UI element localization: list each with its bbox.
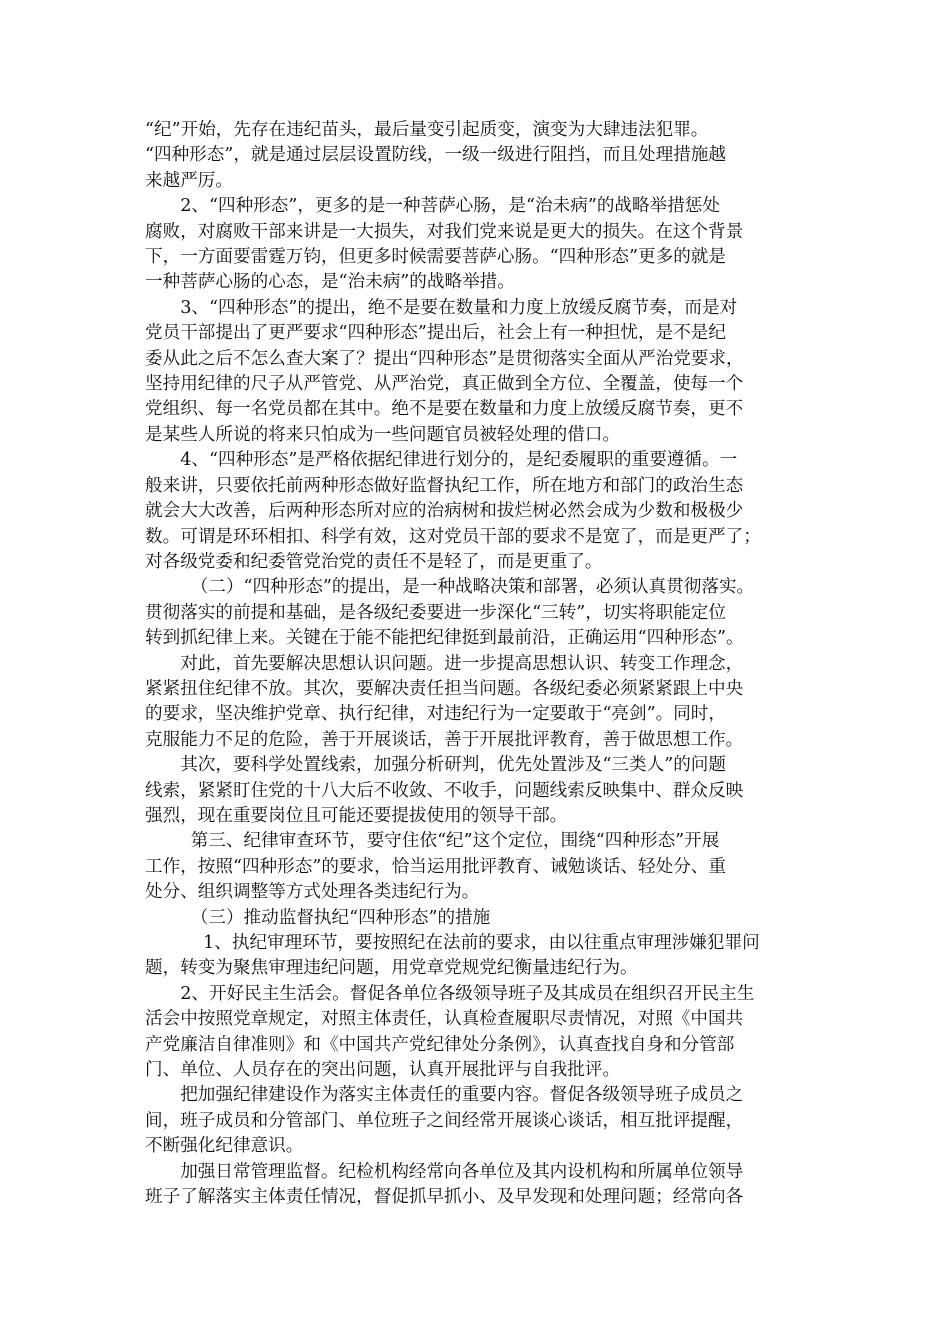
paragraph — [145, 982, 815, 1084]
text-line: 1、执纪审理环节，要按照纪在法前的要求，由以往重点审理涉嫌犯罪问 — [203, 933, 760, 953]
paragraph — [145, 753, 815, 829]
text-line: 贯彻落实的前提和基础，是各级纪委要进一步深化“三转”，切实将职能定位 — [145, 602, 726, 623]
paragraph — [145, 931, 815, 982]
text-line: 2、开好民主生活会。督促各单位各级领导班子及其成员在组织召开民主生 — [180, 983, 755, 1004]
text-line: 对各级党委和纪委管党治党的责任不是轻了，而是更重了。 — [145, 551, 603, 572]
paragraph — [145, 194, 815, 296]
text-line: 第三、纪律审查环节，要守住依“纪”这个定位，围绕“四种形态”开展 — [190, 831, 720, 852]
paragraph — [145, 829, 815, 905]
paragraph — [145, 1083, 815, 1159]
paragraph — [145, 118, 815, 194]
text-line: 门、单位、人员存在的突出问题，认真开展批评与自我批评。 — [145, 1060, 621, 1081]
text-line: 加强日常管理监督。纪检机构经常向各单位及其内设机构和所属单位领导 — [180, 1161, 744, 1182]
text-line: “纪”开始，先存在违纪苗头，最后量变引起质变，演变为大肆违法犯罪。 — [145, 120, 709, 140]
text-line: （二）“四种形态”的提出，是一种战略决策和部署，必须认真贯彻落实。 — [190, 577, 755, 598]
text-line: 产党廉洁自律准则》和《中国共产党纪律处分条例》，认真查找自身和分管部 — [145, 1034, 735, 1055]
document-body — [145, 118, 815, 1210]
text-line: 党组织、每一名党员都在其中。绝不是要在数量和力度上放缓反腐节奏，更不 — [145, 399, 744, 420]
text-line: 4、“四种形态”是严格依据纪律进行划分的，是纪委履职的重要遵循。一 — [180, 450, 738, 471]
text-line: 不断强化纪律意识。 — [145, 1136, 304, 1157]
text-line: 是某些人所说的将来只怕成为一些问题官员被轻处理的借口。 — [145, 424, 621, 445]
text-line: （三）推动监督执纪“四种形态”的措施 — [190, 907, 491, 928]
text-line: 转到抓纪律上来。关键在于能不能把纪律挺到最前沿，正确运用“四种形态”。 — [145, 628, 744, 649]
paragraph — [145, 575, 815, 651]
text-line: 党员干部提出了更严要求“四种形态”提出后，社会上有一种担忧，是不是纪 — [145, 323, 726, 344]
text-line: 其次，要科学处置线索，加强分析研判，优先处置涉及“三类人”的问题 — [180, 755, 726, 776]
text-line: 2、“四种形态”，更多的是一种菩萨心肠，是“治未病”的战略举措惩处 — [180, 196, 720, 217]
text-line: 就会大大改善，后两种形态所对应的治病树和拔烂树必然会成为少数和极极少 — [145, 501, 744, 522]
text-line: 腐败，对腐败干部来讲是一大损失，对我们党来说是更大的损失。在这个背景 — [145, 221, 744, 242]
text-line: “四种形态”，就是通过层层设置防线，一级一级进行阻挡，而且处理措施越 — [145, 145, 726, 166]
text-line: 来越严厉。 — [145, 170, 233, 191]
text-line: 对此，首先要解决思想认识问题。进一步提高思想认识、转变工作理念， — [180, 653, 744, 674]
paragraph — [145, 906, 815, 931]
text-line: 题，转变为聚焦审理违纪问题，用党章党规党纪衡量违纪行为。 — [145, 958, 638, 979]
text-line: 处分、组织调整等方式处理各类违纪行为。 — [145, 882, 480, 903]
text-line: 坚持用纪律的尺子从严管党、从严治党，真正做到全方位、全覆盖，使每一个 — [145, 374, 744, 395]
text-line: 间，班子成员和分管部门、单位班子之间经常开展谈心谈话，相互批评提醒， — [145, 1110, 744, 1131]
text-line: 紧紧扭住纪律不放。其次，要解决责任担当问题。各级纪委必须紧紧跟上中央 — [145, 678, 744, 699]
text-line: 数。可谓是环环相扣、科学有效，这对党员干部的要求不是宽了，而是更严了； — [145, 526, 761, 547]
text-line: 强烈，现在重要岗位且可能还要提拔使用的领导干部。 — [145, 805, 568, 826]
paragraph — [145, 652, 815, 754]
text-line: 般来讲，只要依托前两种形态做好监督执纪工作，所在地方和部门的政治生态 — [145, 475, 744, 496]
text-line: 线索，紧紧盯住党的十八大后不收敛、不收手，问题线索反映集中、群众反映 — [145, 780, 744, 801]
text-line: 委从此之后不怎么查大案了？提出“四种形态”是贯彻落实全面从严治党要求， — [145, 348, 744, 369]
text-line: 的要求，坚决维护党章、执行纪律，对违纪行为一定要敢于“亮剑”。同时， — [145, 704, 726, 725]
text-line: 克服能力不足的危险，善于开展谈话，善于开展批评教育，善于做思想工作。 — [145, 729, 744, 750]
text-line: 一种菩萨心肠的心态，是“治未病”的战略举措。 — [145, 272, 515, 293]
text-line: 3、“四种形态”的提出，绝不是要在数量和力度上放缓反腐节奏，而是对 — [180, 297, 738, 318]
text-line: 把加强纪律建设作为落实主体责任的重要内容。督促各级领导班子成员之 — [180, 1085, 744, 1106]
text-line: 下，一方面要雷霆万钧，但更多时候需要菩萨心肠。“四种形态”更多的就是 — [145, 247, 726, 268]
text-line: 工作，按照“四种形态”的要求，恰当运用批评教育、诫勉谈话、轻处分、重 — [145, 856, 726, 877]
paragraph — [145, 448, 815, 575]
paragraph — [145, 296, 815, 448]
text-line: 活会中按照党章规定，对照主体责任，认真检查履职尽责情况，对照《中国共 — [145, 1009, 744, 1030]
text-line: 班子了解落实主体责任情况，督促抓早抓小、及早发现和处理问题；经常向各 — [145, 1187, 744, 1208]
paragraph — [145, 1160, 815, 1211]
